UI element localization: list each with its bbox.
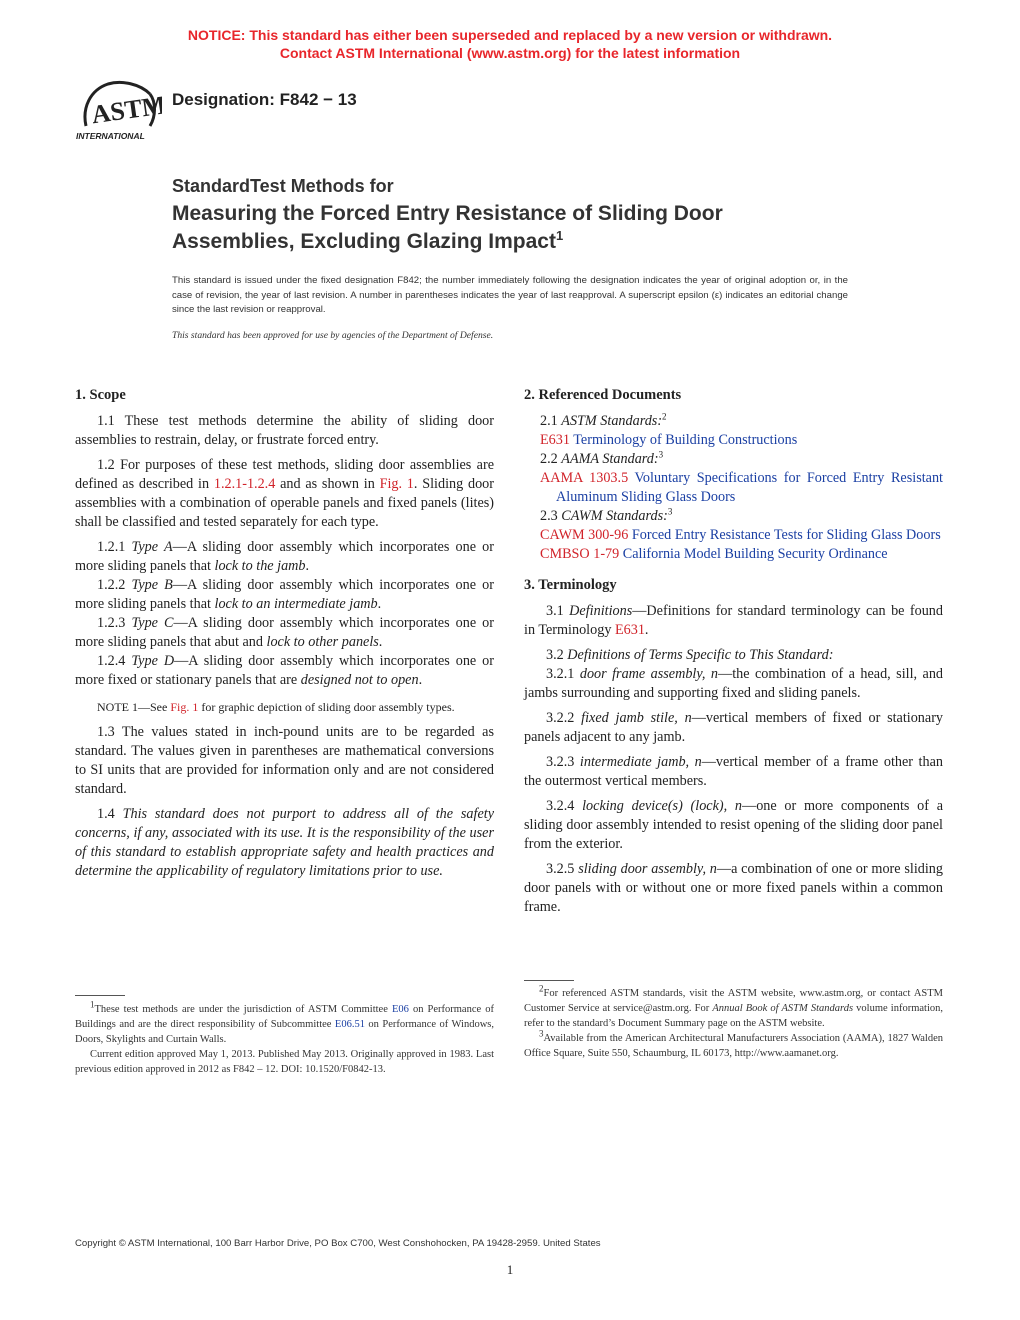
left-column xyxy=(75,386,494,887)
para-3-2-3: 3.2.3 intermediate jamb, n—vertical member of a frame other than the outermost vertical members. xyxy=(524,754,943,789)
link-e06[interactable]: E06 xyxy=(391,1004,409,1015)
issue-note: This standard is issued under the fixed designation F842; the number immediately following the designation indicates the year of original adoption or, in the case of revision, the year of last revision. A number in parentheses indicates the year of last reapproval. A superscript epsilon (ε) indicates an editorial change since the last revision or reapproval. xyxy=(172,275,848,315)
ref-e631 xyxy=(540,431,943,450)
para-3-2-4: 3.2.4 locking device(s) (lock), n—one or more components of a sliding door assembly intended to resist opening of the sliding door panel from the exterior. xyxy=(524,798,943,852)
para-3-2: 3.2 Definitions of Terms Specific to This Standard: xyxy=(546,647,834,663)
section-heading-referenced-documents: 2. Referenced Documents xyxy=(524,387,682,403)
notice-line-1: NOTICE: This standard has either been superseded and replaced by a new version or withdrawn. xyxy=(187,27,833,43)
title-line-1: StandardTest Methods for xyxy=(172,176,394,196)
para-3-2-5: 3.2.5 sliding door assembly, n—a combination of one or more sliding door panels with or without one or more fixed panels within a common frame. xyxy=(524,861,943,915)
document-title xyxy=(172,175,872,256)
link-cmbso-1-79[interactable]: CMBSO 1-79 xyxy=(540,546,620,562)
link-cawm-title[interactable]: Forced Entry Resistance Tests for Sliding Glass Doors xyxy=(628,527,941,543)
subsection-2-2: 2.2 AAMA Standard:$^3$ xyxy=(540,449,664,467)
section-heading-scope: 1. Scope xyxy=(75,387,126,403)
title-footnote-mark: 1 xyxy=(555,228,564,243)
link-e06-51[interactable]: E06.51 xyxy=(334,1019,365,1030)
withdrawal-notice xyxy=(0,26,1020,62)
link-cmbso-title[interactable]: California Model Building Security Ordinance xyxy=(619,546,888,562)
ref-aama xyxy=(524,469,943,507)
notice-line-2: Contact ASTM International (www.astm.org) for the latest information xyxy=(279,45,741,61)
para-1-2-2: 1.2.2 Type B—A sliding door assembly which incorporates one or more sliding panels that lock to an intermediate jamb. xyxy=(75,577,494,612)
link-note-fig-1[interactable]: Fig. 1 xyxy=(170,700,199,714)
para-3-1: 3.1 Definitions—Definitions for standard terminology can be found in Terminology E631. xyxy=(524,603,943,638)
subsection-2-3: 2.3 CAWM Standards:$^3$ xyxy=(540,506,673,524)
title-line-2: Measuring the Forced Entry Resistance of Sliding Door Assemblies, Excluding Glazing Impact$^1$ xyxy=(172,202,723,253)
link-aama-title[interactable]: Voluntary Specifications for Forced Entry Resistant Aluminum Sliding Glass Doors xyxy=(556,470,943,505)
right-column xyxy=(524,386,943,923)
note-1: NOTE 1—See Fig. 1 for graphic depiction of sliding door assembly types. xyxy=(97,700,455,714)
footnote-rule-right xyxy=(524,980,574,981)
footnotes-2-3 xyxy=(524,983,943,1061)
para-1-3: 1.3 The values stated in inch-pound units are to be regarded as standard. The values given in parentheses are mathematical conversions to SI units that are provided for information only and are not considered standard. xyxy=(75,724,494,797)
para-1-4: 1.4 This standard does not purport to address all of the safety concerns, if any, associated with its use. It is the responsibility of the user of this standard to establish appropriate safety and health practices and determine the applicability of regulatory limitations prior to use. xyxy=(75,806,495,879)
para-1-2-1: 1.2.1 Type A—A sliding door assembly which incorporates one or more sliding panels that lock to the jamb. xyxy=(75,539,495,574)
link-aama-1303-5[interactable]: AAMA 1303.5 xyxy=(540,470,629,486)
ref-cmbso xyxy=(524,545,943,564)
para-3-2-2: 3.2.2 fixed jamb stile, n—vertical members of fixed or stationary panels adjacent to any jamb. xyxy=(524,710,944,745)
footnote-1: $^1$These test methods are under the jurisdiction of ASTM Committee E06 on Performance of Buildings and are the direct responsibility of Subcommittee E06.51 on Performance of Windows, Doors, Skylights and Curtain Walls. Current edition approved May 1, 2013. Published May 2013. Originally approved in 1983. Last previous edition approved in 2012 as F842 – 12. DOI: 10.1520/F0842-13. xyxy=(75,999,494,1075)
ref-cawm xyxy=(524,526,943,545)
link-e631-title[interactable]: Terminology of Building Constructions xyxy=(569,432,798,448)
para-1-1: 1.1 These test methods determine the ability of sliding door assemblies to restrain, delay, or frustrate forced entry. xyxy=(75,413,494,448)
footnote-rule-left xyxy=(75,995,125,996)
link-1-2-1-1-2-4[interactable]: 1.2.1-1.2.4 xyxy=(213,476,276,492)
link-cawm-300-96[interactable]: CAWM 300-96 xyxy=(540,527,629,543)
para-1-2: 1.2 For purposes of these test methods, sliding door assemblies are defined as described in 1.2.1-1.2.4 and as shown in Fig. 1. Sliding door assemblies with a combination of operable panels and fixed panels (lites) shall be classified and tested separately for each type. xyxy=(75,457,494,530)
para-3-2-1: 3.2.1 door frame assembly, n—the combination of a head, sill, and jambs surrounding and supporting fixed and sliding panels. xyxy=(524,666,944,701)
para-1-2-3: 1.2.3 Type C—A sliding door assembly which incorporates one or more sliding panels that abut and lock to other panels. xyxy=(75,615,495,650)
copyright: Copyright © ASTM International, 100 Barr Harbor Drive, PO Box C700, West Conshohocken, PA 19428-2959. United States xyxy=(75,1238,601,1249)
page-number: 1 xyxy=(506,1262,514,1277)
svg-text:INTERNATIONAL: INTERNATIONAL xyxy=(76,131,145,141)
section-heading-terminology: 3. Terminology xyxy=(524,577,617,593)
footnote-2: $^2$For referenced ASTM standards, visit the ASTM website, www.astm.org, or contact ASTM Customer Service at service@astm.org. For Annual Book of ASTM Standards volume information, refer to the standard’s Document Summary page on the ASTM website. xyxy=(524,983,943,1029)
link-e631[interactable]: E631 xyxy=(540,432,570,448)
para-1-2-4: 1.2.4 Type D—A sliding door assembly which incorporates one or more fixed or stationary panels that are designed not to open. xyxy=(75,653,494,688)
svg-text:ASTM: ASTM xyxy=(89,90,162,130)
link-terminology-e631[interactable]: E631 xyxy=(614,622,645,638)
designation: Designation: F842 − 13 xyxy=(172,90,357,109)
link-fig-1[interactable]: Fig. 1 xyxy=(379,476,414,492)
subsection-2-1: 2.1 ASTM Standards:$^2$ xyxy=(540,411,667,429)
astm-logo xyxy=(76,78,162,142)
astm-logo-icon xyxy=(76,78,162,142)
defense-note: This standard has been approved for use by agencies of the Department of Defense. xyxy=(172,330,494,341)
footnote-3: $^3$Available from the American Architectural Manufacturers Association (AAMA), 1827 Walden Office Square, Suite 550, Schaumburg, IL 60173, http://www.aamanet.org. xyxy=(524,1028,943,1059)
